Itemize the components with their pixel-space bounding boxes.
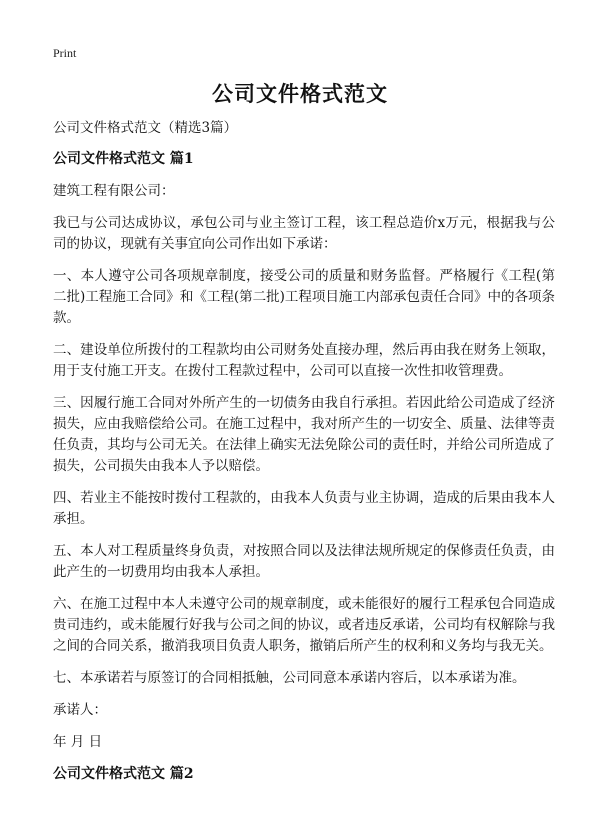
clause-4: 四、若业主不能按时拨付工程款的，由我本人负责与业主协调，造成的后果由我本人承担。 [53,490,555,527]
document-body [53,118,555,796]
clause-6: 六、在施工过程中本人未遵守公司的规章制度，或未能很好的履行工程承包合同造成贵司违约，或未能履行好我与公司之间的协议，或者违反承诺，公司均有权解除与我之间的合同关系，撤消我项目负责人职务，撤销后所产生的权利和义务均与我无关。 [53,596,555,654]
date-line: 年 月 日 [53,734,103,750]
section-heading-2: 公司文件格式范文 篇2 [53,766,194,782]
clause-7: 七、本承诺若与原签订的合同相抵触，公司同意本承诺内容后，以本承诺为准。 [53,670,526,686]
signer-line: 承诺人： [53,702,107,718]
section-heading-1: 公司文件格式范文 篇1 [53,151,194,167]
print-label: Print [53,46,77,60]
clause-2: 二、建设单位所拨付的工程款均由公司财务处直接办理，然后再由我在财务上领取，用于支付施工开支。在拨付工程款过程中，公司可以直接一次性扣收管理费。 [53,342,555,379]
page-title: 公司文件格式范文 [212,81,388,106]
document-subtitle: 公司文件格式范文（精选3篇） [53,120,238,136]
clause-3: 三、因履行施工合同对外所产生的一切债务由我自行承担。若因此给公司造成了经济损失，应由我赔偿给公司。在施工过程中，我对所产生的一切安全、质量、法律等责任负责，其均与公司无关。在法律上确实无法免除公司的责任时，并给公司所造成了损失，公司损失由我本人予以赔偿。 [53,395,555,474]
salutation: 建筑工程有限公司： [53,183,175,199]
intro-paragraph: 我已与公司达成协议，承包公司与业主签订工程，该工程总造价x万元，根据我与公司的协议，现就有关事宜向公司作出如下承诺： [53,215,555,252]
clause-5: 五、本人对工程质量终身负责，对按照合同以及法律法规所规定的保修责任负责，由此产生的一切费用均由我本人承担。 [53,543,555,580]
clause-1: 一、本人遵守公司各项规章制度，接受公司的质量和财务监督。严格履行《工程(第二批)工程施工合同》和《工程(第二批)工程项目施工内部承包责任合同》中的各项条款。 [53,268,555,326]
